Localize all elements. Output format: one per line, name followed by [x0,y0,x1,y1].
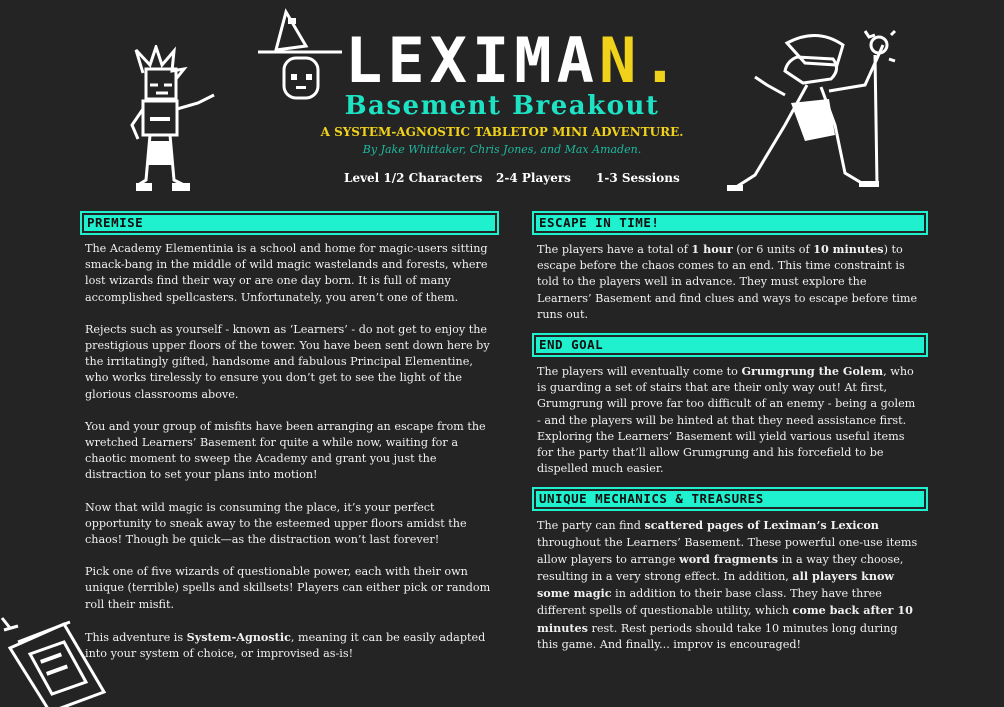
premise-paragraph: Rejects such as yourself - known as ‘Learners’ - do not get to enjoy the prestigious upper floors of the tower. You have been sent down here by the irritatingly gifted, handsome and fabulous Principal Elementine, who works tirelessly to ensure you don’t get to see the light of the glorious classrooms above. [85,322,490,401]
premise-body [80,235,499,662]
meta-sessions: 1-3 Sessions [596,171,680,185]
logo: LEXIMAN. [345,24,684,97]
authors: By Jake Whittaker, Chris Jones, and Max Amaden. [362,143,642,156]
tagline: A SYSTEM-AGNOSTIC TABLETOP MINI ADVENTURE. [320,125,684,139]
premise-paragraph: You and your group of misfits have been arranging an escape from the wretched Learners’ Basement for quite a while now, waiting for a chaotic moment to sweep the Academy and grant you just the distraction to set your plans into motion! [85,419,486,482]
end-goal-body: The players will eventually come to Grumgrung the Golem, who is guarding a set of stairs that are their only way out! At first, Grumgrung will prove far too difficult of an enemy - being a golem - and the players will be hinted at that they need assistance first. Exploring the Learners’ Basement will yield various useful items for the party that’ll allow Grumgrung and his forcefield to be dispelled much easier. [537,364,916,476]
mechanics-body: The party can find scattered pages of Leximan’s Lexicon throughout the Learners’ Basement. These powerful one-use items allow players to arrange word fragments in a way they choose, resulting in a very strong effect. In addition, all players know some magic in addition to their base class. They have three different spells of questionable utility, which come back after 10 minutes rest. Rest periods should take 10 minutes long during this game. And finally... improv is encouraged! [537,518,918,651]
meta-level: Level 1/2 Characters [344,171,483,185]
premise-section [80,211,499,662]
escape-body: The players have a total of 1 hour (or 6 units of 10 minutes) to escape before the chaos comes to an end. This time constraint is told to the players well in advance. They must explore the Learners’ Basement and find clues and ways to escape before time runs out. [537,242,918,321]
title-header [0,0,1004,205]
right-column [532,211,928,669]
premise-paragraph: This adventure is System-Agnostic, meaning it can be easily adapted into your system of choice, or improvised as-is! [85,629,486,661]
left-column [80,211,499,678]
premise-paragraph: Now that wild magic is consuming the place, it’s your perfect opportunity to sneak away to the esteemed upper floors amidst the chaos! Though be quick—as the distraction won’t last forever! [85,500,467,547]
mechanics-section [532,487,928,653]
end-goal-heading: END GOAL [532,333,928,357]
premise-heading: PREMISE [80,211,499,235]
escape-section [532,211,928,323]
meta-players: 2-4 Players [496,171,571,185]
end-goal-section [532,333,928,477]
dancing-wizard-character-icon [725,25,900,193]
subtitle: Basement Breakout [344,91,660,121]
escape-heading: ESCAPE IN TIME! [532,211,928,235]
premise-paragraph: Pick one of five wizards of questionable power, each with their own unique (terrible) spells and skillsets! Players can either pick or random roll their misfit. [85,565,491,611]
premise-paragraph: The Academy Elementinia is a school and home for magic-users sitting smack-bang in the middle of wild magic wastelands and forests, where lost wizards find their way or are one day born. It is full of many accomplished spellcasters. Unfortunately, you aren’t one of them. [85,242,488,304]
mechanics-heading: UNIQUE MECHANICS & TREASURES [532,487,928,511]
